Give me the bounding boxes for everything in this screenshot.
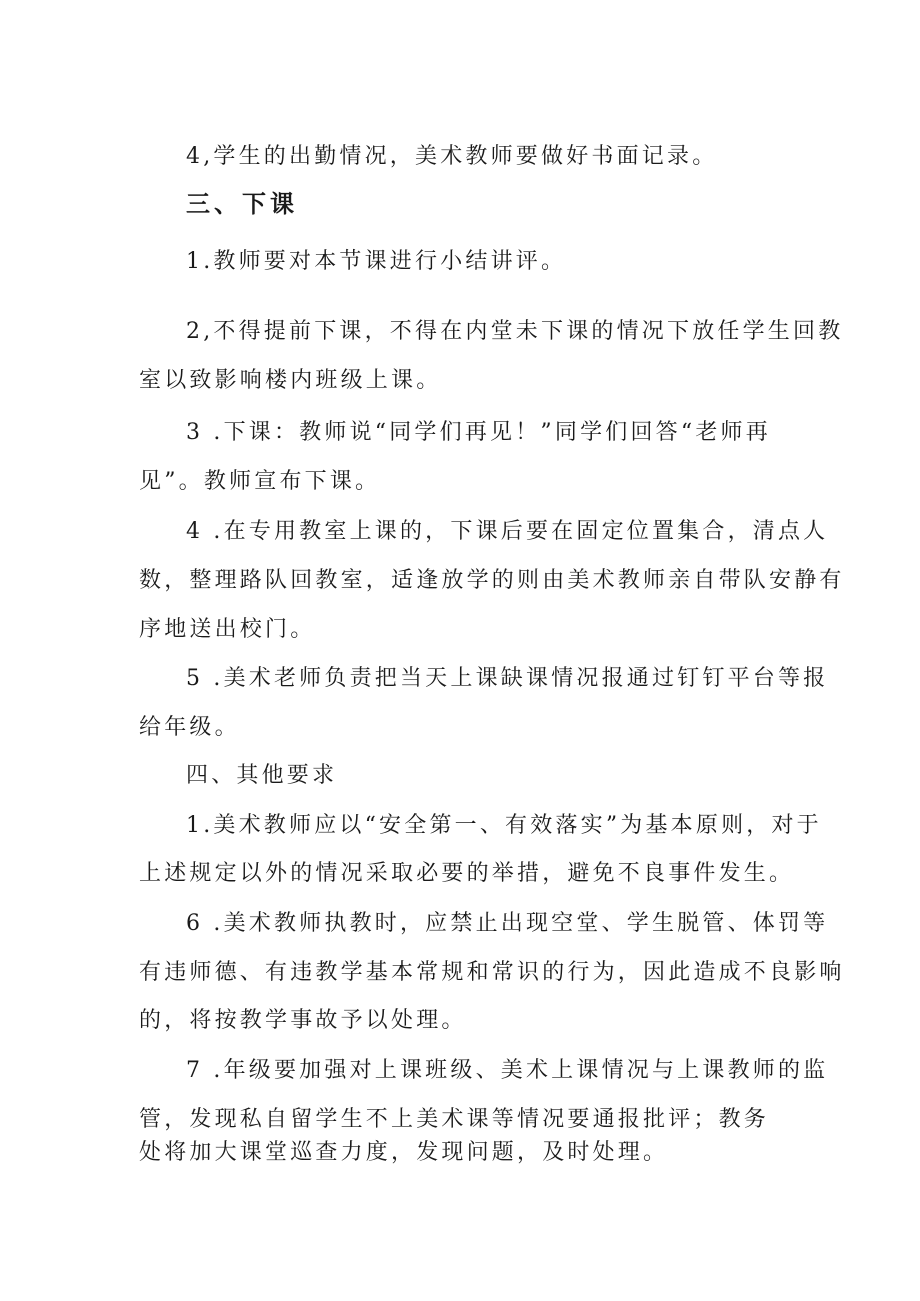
text-line-goodbye: 3 .下课：教师说“同学们再见！”同学们回答“老师再 (186, 420, 771, 445)
text-line-no-early-dismissal: 2,不得提前下课，不得在内堂未下课的情况下放任学生回教 (186, 319, 844, 344)
text-line-safety-principle: 1.美术教师应以“安全第一、有效落实”为基本原则，对于 (186, 813, 822, 838)
text-line-absence-report-cont: 给年级。 (139, 715, 240, 740)
text-line-special-classroom-cont1: 数，整理路队回教室，适逢放学的则由美术教师亲自带队安静有 (139, 568, 845, 593)
text-line-safety-principle-cont: 上述规定以外的情况采取必要的举措，避免不良事件发生。 (139, 861, 795, 886)
text-line-goodbye-cont: 见”。教师宣布下课。 (139, 469, 381, 494)
text-line-attendance: 4,学生的出勤情况，美术教师要做好书面记录。 (186, 144, 718, 169)
text-line-summary: 1.教师要对本节课进行小结讲评。 (186, 249, 567, 274)
text-line-special-classroom-cont2: 序地送出校门。 (139, 617, 316, 642)
section-heading-other-requirements: 四、其他要求 (186, 763, 338, 788)
text-line-teacher-conduct-cont1: 有违师德、有违教学基本常规和常识的行为，因此造成不良影响 (139, 960, 845, 985)
text-line-no-early-dismissal-cont: 室以致影响楼内班级上课。 (139, 368, 442, 393)
text-line-special-classroom: 4 .在专用教室上课的，下课后要在固定位置集合，清点人 (186, 519, 829, 544)
text-line-grade-supervision-cont1: 管，发现私自留学生不上美术课等情况要通报批评；教务 (139, 1107, 770, 1132)
text-line-teacher-conduct: 6 .美术教师执教时，应禁止出现空堂、学生脱管、体罚等 (186, 911, 829, 936)
section-heading-dismissal: 三、下课 (186, 189, 298, 218)
text-line-grade-supervision-cont2: 处将加大课堂巡查力度，发现问题，及时处理。 (139, 1140, 669, 1165)
text-line-grade-supervision: 7 .年级要加强对上课班级、美术上课情况与上课教师的监 (186, 1058, 829, 1083)
text-line-absence-report: 5 .美术老师负责把当天上课缺课情况报通过钉钉平台等报 (186, 666, 829, 691)
text-line-teacher-conduct-cont2: 的，将按教学事故予以处理。 (139, 1008, 467, 1033)
